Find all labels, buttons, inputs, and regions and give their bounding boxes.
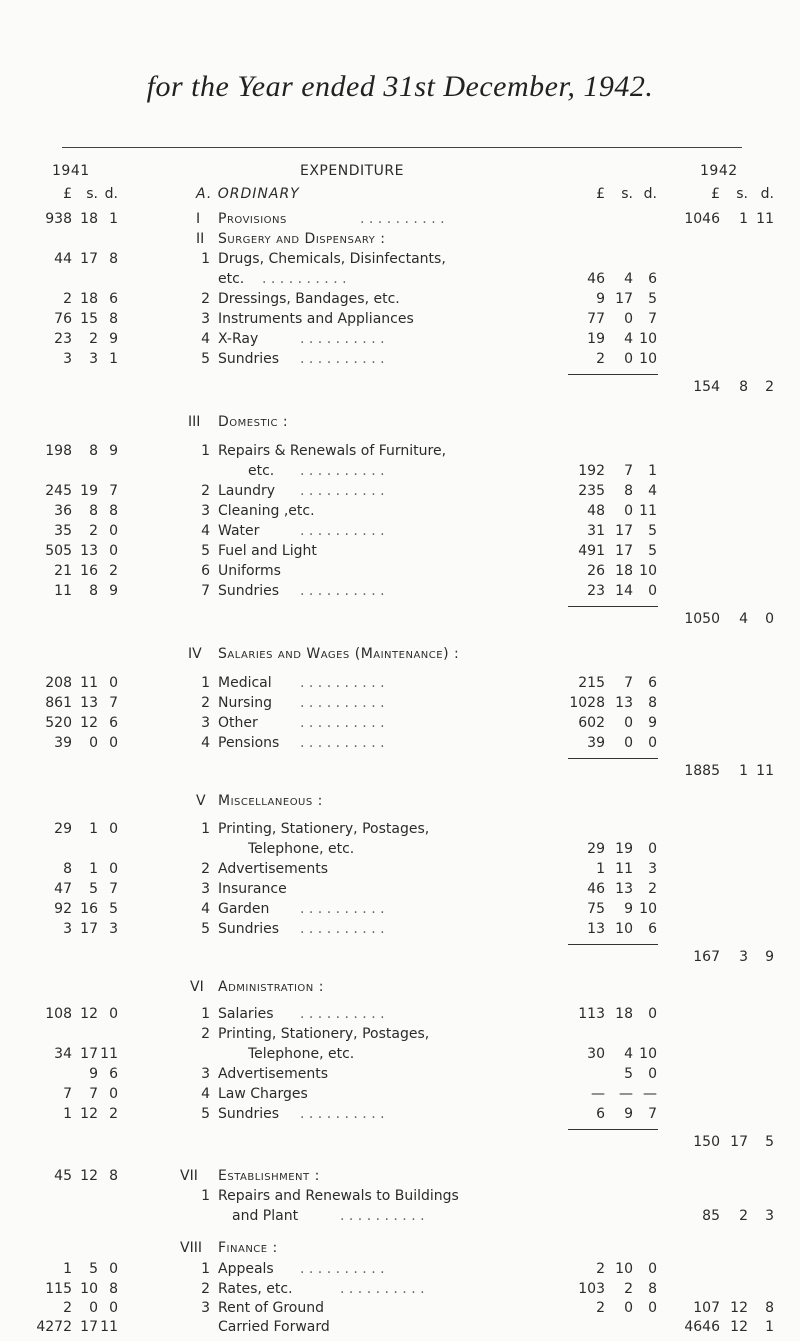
table-row: 245 19 7 2 Laundry . . . . . . . . . . 235 8 4 (45, 483, 657, 499)
table-row: 505 13 0 5 Fuel and Light 491 17 5 (45, 543, 657, 559)
subtotal-rule (568, 944, 658, 945)
year-1941: 1941 (52, 163, 90, 179)
section-ii-total: 154 8 2 (693, 379, 774, 395)
section-iv-total: 1885 1 11 (684, 763, 774, 779)
section-iii-heading: III Domestic : (188, 414, 289, 430)
section-iii-total: 1050 4 0 (684, 611, 774, 627)
table-row: 3 17 3 5 Sundries . . . . . . . . . . 13 10 6 (63, 921, 657, 937)
table-row: etc. . . . . . . . . . . 46 4 6 (218, 271, 657, 287)
section-iv-heading: IV Salaries and Wages (Maintenance) : (188, 646, 460, 662)
table-row: 7 7 0 4 Law Charges — — — (63, 1086, 657, 1102)
table-row: 861 13 7 2 Nursing . . . . . . . . . . 1028 13 8 (45, 695, 657, 711)
provisions-label: Provisions (218, 211, 287, 227)
table-row: 520 12 6 3 Other . . . . . . . . . . 602 0 9 (45, 715, 657, 731)
title-rule (62, 147, 742, 148)
section-vi-heading: VI Administration : (190, 979, 324, 995)
table-row: 21 16 2 6 Uniforms 26 18 10 (54, 563, 657, 579)
section-vi-total: 150 17 5 (693, 1134, 774, 1150)
currency-header-row: £ s. d. A. ORDINARY £ s. d. £ s. d. (63, 186, 774, 202)
table-row: 1 5 0 1 Appeals . . . . . . . . . . 2 10 0 (63, 1261, 657, 1277)
table-row: 92 16 5 4 Garden . . . . . . . . . . 75 9 10 (54, 901, 657, 917)
table-row: 9 6 3 Advertisements 5 0 (89, 1066, 657, 1082)
table-row: 36 8 8 3 Cleaning ,etc. 48 0 11 (54, 503, 657, 519)
table-row: 29 1 0 1 Printing, Stationery, Postages, (54, 821, 430, 837)
table-row: 44 17 8 1 Drugs, Chemicals, Disinfectants, (54, 251, 446, 267)
table-row: 115 10 8 2 Rates, etc. . . . . . . . . . . 103 2 8 (45, 1281, 657, 1297)
section-v-total: 167 3 9 (693, 949, 774, 965)
carried-forward-label: Carried Forward (218, 1319, 330, 1335)
section-vii-heading: 45 12 8 VII Establishment : (54, 1168, 320, 1184)
subtotal-rule (568, 374, 658, 375)
table-row: 11 8 9 7 Sundries . . . . . . . . . . 23 14 0 (54, 583, 657, 599)
year-1942: 1942 (700, 163, 738, 179)
table-row: 108 12 0 1 Salaries . . . . . . . . . . 113 18 0 (45, 1006, 657, 1022)
section-ii-heading: II Surgery and Dispensary : (196, 231, 386, 247)
provisions-row: 938 18 1 I Provisions . . . . . . . . . . 1046 1 11 (45, 211, 774, 227)
section-a-ordinary: A. ORDINARY (196, 186, 300, 202)
table-row: etc. . . . . . . . . . . 192 7 1 (248, 463, 657, 479)
table-row: 35 2 0 4 Water . . . . . . . . . . 31 17 5 (54, 523, 657, 539)
subtotal-rule (568, 1129, 658, 1130)
page-title: for the Year ended 31st December, 1942. (146, 70, 654, 103)
subtotal-rule (568, 606, 658, 607)
table-row: 39 0 0 4 Pensions . . . . . . . . . . 39 0 0 (54, 735, 657, 751)
table-row: 47 5 7 3 Insurance 46 13 2 (54, 881, 657, 897)
table-row: 1 12 2 5 Sundries . . . . . . . . . . 6 9 7 (63, 1106, 657, 1122)
table-row: 208 11 0 1 Medical . . . . . . . . . . 215 7 6 (45, 675, 657, 691)
table-row: 2 Printing, Stationery, Postages, (201, 1026, 430, 1042)
table-row: 8 1 0 2 Advertisements 1 11 3 (63, 861, 657, 877)
table-row: 2 18 6 2 Dressings, Bandages, etc. 9 17 5 (63, 291, 657, 307)
section-viii-heading: VIII Finance : (180, 1240, 278, 1256)
expenditure-heading: EXPENDITURE (300, 163, 404, 179)
table-row: 2 0 0 3 Rent of Ground 2 0 0 107 12 8 (63, 1300, 774, 1316)
subtotal-rule (568, 758, 658, 759)
table-row: and Plant . . . . . . . . . . 85 2 3 (232, 1208, 774, 1224)
section-v-heading: V Miscellaneous : (196, 793, 323, 809)
table-row: 34 17 11 Telephone, etc. 30 4 10 (54, 1046, 657, 1062)
table-row: 3 3 1 5 Sundries . . . . . . . . . . 2 0 10 (63, 351, 657, 367)
table-row: Telephone, etc. 29 19 0 (248, 841, 657, 857)
table-row: 1 Repairs and Renewals to Buildings (201, 1188, 459, 1204)
carried-forward-row: 4272 17 11 Carried Forward 4646 12 1 (36, 1319, 774, 1335)
table-row: 198 8 9 1 Repairs & Renewals of Furniture, (45, 443, 447, 459)
table-row: 76 15 8 3 Instruments and Appliances 77 0 7 (54, 311, 657, 327)
table-row: 23 2 9 4 X-Ray . . . . . . . . . . 19 4 10 (54, 331, 657, 347)
